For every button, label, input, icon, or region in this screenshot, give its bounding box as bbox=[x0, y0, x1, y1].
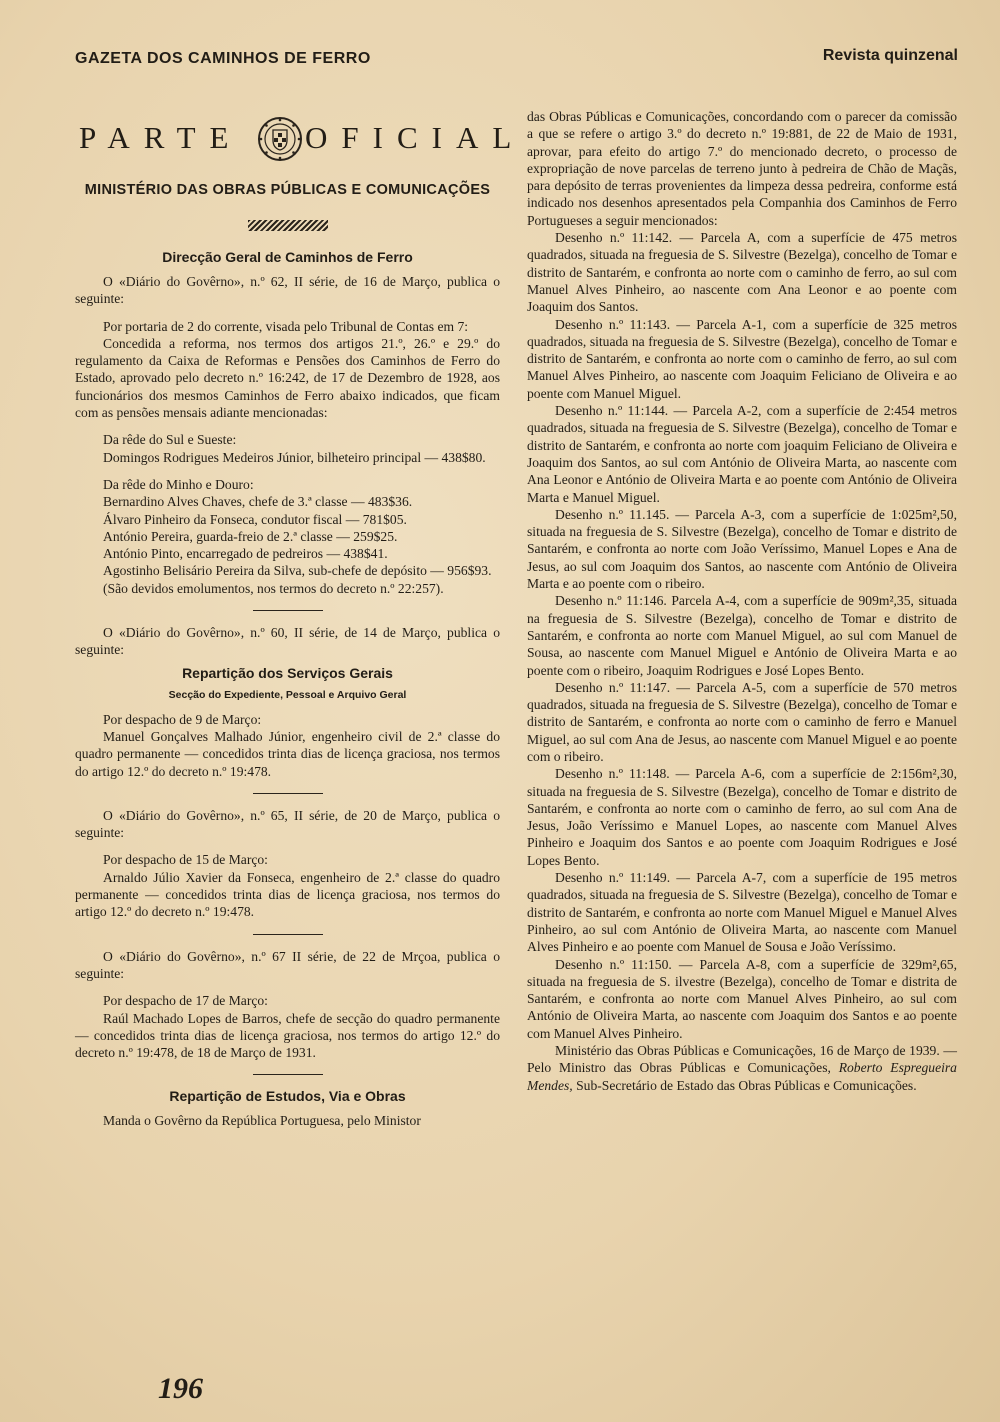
paragraph: Desenho n.º 11:143. — Parcela A-1, com a superfície de 325 metros quadrados, situada na freguesia de S. Silvestre (Bezelga), concelho de Tomar e distrito de Santarém, e confronta ao norte com o caminho de ferro, ao sul com Manuel Alves Pinheiro, ao nascente com Joaquim Feliciano de Oliveira e ao poente com Manuel Miguel. bbox=[527, 316, 957, 401]
divider bbox=[253, 793, 323, 794]
paragraph: Desenho n.º 11:148. — Parcela A-6, com a superfície de 2:156m²,30, situada na freguesia de S. Silvestre (Bezelga), concelho de Tomar e distrito de Santarém, e confronta ao norte com o caminho de ferro, ao sul com Ana de Jesus, João Veríssimo e Manuel Lopes, ao nascente com Manuel Alves Pinheiro e Joaquim dos Santos e ao poente com Joaquim Rodrigues e José Lopes Bento. bbox=[527, 766, 957, 868]
ministry-heading: MINISTÉRIO DAS OBRAS PÚBLICAS E COMUNICAÇÕES bbox=[84, 182, 491, 198]
journal-frequency: Revista quinzenal bbox=[822, 47, 958, 64]
paragraph: Manda o Govêrno da República Portuguesa, pelo Ministor bbox=[103, 1113, 421, 1129]
title-word-parte: PARTE bbox=[79, 120, 243, 155]
paragraph: das Obras Públicas e Comunicações, concordando com o parecer da comissão a que se refere o artigo 3.º do decreto n.º 19:881, de 22 de Maio de 1931, aprovar, para efeito do artigo 7.º do mencionado decreto, o processo de expropriação de nove parcelas de terreno junto à pedreira de Chão de Maçãs, para depósito de terras provenientes da limpeza dessa pedreira, conforme está indicado nos desenhos apresentados pela Companhia dos Caminhos de Ferro Portugueses a seguir mencionados: bbox=[527, 109, 957, 228]
paragraph: Manuel Gonçalves Malhado Júnior, engenheiro civil de 2.ª classe do quadro permanente — concedidos trinta dias de licença graciosa, nos termos do artigo 12.º do decreto n.º 19:478. bbox=[75, 728, 500, 779]
page-number: 196 bbox=[158, 1372, 203, 1405]
paragraph: Concedida a reforma, nos termos dos artigos 21.º, 26.º e 29.º do regulamento da Caixa de Reformas e Pensões dos Caminhos de Ferro do Estado, aprovado pelo decreto n.º 16:242, de 17 de Dezembro de 1928, aos funcionários dos mesmos Caminhos de Ferro abaixo indicados, que ficam com as pensões mensais adiante mencionadas: bbox=[75, 335, 500, 421]
paragraph: (São devidos emolumentos, nos termos do decreto n.º 22:257). bbox=[103, 580, 444, 596]
paragraph: Da rêde do Minho e Douro: bbox=[103, 476, 254, 492]
section-heading: Repartição de Estudos, Via e Obras bbox=[169, 1088, 406, 1105]
paragraph: António Pinto, encarregado de pedreiros — 438$41. bbox=[103, 546, 388, 562]
section-title bbox=[75, 108, 526, 190]
paragraph: Por despacho de 9 de Março: bbox=[103, 711, 262, 727]
divider bbox=[253, 1074, 323, 1075]
paragraph: Desenho n.º 11:149. — Parcela A-7, com a superfície de 195 metros quadrados, situada na freguesia de S. Silvestre (Bezelga), concelho de Tomar e distrito de Santarém, e confronta ao norte com Manuel Miguel e Manuel Alves Pinheiro, ao sul com António de Oliveira Marta, ao nascente com Manuel Alves Pinheiro e ao poente com Manuel de Sousa e João Veríssimo. bbox=[527, 870, 957, 955]
section-heading: Repartição dos Serviços Gerais bbox=[182, 664, 393, 681]
paragraph: Desenho n.º 11:146. Parcela A-4, com a superfície de 909m²,35, situada na freguesia de S. Silvestre (Bezelga), concelho de Tomar e distrito de Santarém, e confronta ao norte com Manuel Miguel, ao sul com Manuel de Sousa, ao nascente com Manuel Miguel e António de Oliveira Marta e ao poente com o ribeiro, Joaquim Rodrigues e José Lopes Bento. bbox=[527, 593, 957, 678]
paragraph: Desenho n.º 11:142. — Parcela A, com a superfície de 475 metros quadrados, situada na freguesia de S. Silvestre (Bezelga), concelho de Tomar e distrito de Santarém, e confronta ao norte com o caminho de ferro, ao sul com Manuel Alves Pinheiro, ao nascente com Ana Leonor e ao poente com Joaquim dos Santos. bbox=[527, 230, 957, 315]
title-word-oficial: OFICIAL bbox=[305, 120, 526, 155]
closing-paragraph bbox=[527, 1042, 957, 1094]
left-column bbox=[75, 108, 526, 1130]
paragraph: Domingos Rodrigues Medeiros Júnior, bilheteiro principal — 438$80. bbox=[103, 449, 486, 465]
paragraph: António Pereira, guarda-freio de 2.ª classe — 259$25. bbox=[103, 528, 398, 544]
signatory-name: Roberto Espregueira Mendes, bbox=[527, 1060, 957, 1093]
section-heading: Direcção Geral de Caminhos de Ferro bbox=[162, 249, 413, 265]
paragraph: Desenho n.º 11.145. — Parcela A-3, com a superfície de 1:025m²,50, situada na freguesia de S. Silvestre (Bezelga), concelho de Tomar e distrito de Santarém, e confronta ao norte com João Veríssimo, Manuel Lopes e Ana de Jesus, ao sul com Joaquim dos Santos, ao nascente com António de Oliveira Marta e ao poente com o ribeiro. bbox=[527, 506, 957, 592]
paragraph: Por despacho de 15 de Março: bbox=[103, 852, 268, 868]
journal-title: GAZETA DOS CAMINHOS DE FERRO bbox=[75, 50, 371, 67]
paragraph: Bernardino Alves Chaves, chefe de 3.ª classe — 483$36. bbox=[103, 494, 413, 510]
paragraph: Desenho n.º 11:150. — Parcela A-8, com a superfície de 329m²,65, situada na freguesia de S. ilvestre (Bezelga), concelho de Tomar e distrita de Santarém, e confronta ao norte com Manuel Alves Pinheiro, ao sul com António de Oliveira Marta, ao nascente com Joaquim dos Santos e ao poente com Manuel Alves Pinheiro. bbox=[527, 956, 957, 1041]
paragraph: Desenho n.º 11:144. — Parcela A-2, com a superfície de 2:454 metros quadrados, situada na freguesia de S. Silvestre (Bezelga), concelho de Tomar e distrito de Santarém, e confronta ao norte com joaquim Feliciano de Oliveira e Joaquim dos Santos, ao sul com António de Oliveira Marta, ao nascente com Ana Leonor e António de Oliveira Marta e ao poente com António de Oliveira Marta e Manuel Miguel. bbox=[527, 403, 957, 505]
divider bbox=[253, 934, 323, 935]
paragraph: O «Diário do Govêrno», n.º 65, II série, de 20 de Março, publica o seguinte: bbox=[75, 807, 500, 841]
coat-of-arms-icon bbox=[257, 116, 303, 162]
closing-text: Ministério das Obras Públicas e Comunicações, 16 de Março de 1939. — Pelo Ministro das Obras Públicas e Comunicações, bbox=[527, 1043, 957, 1076]
paragraph: Desenho n.º 11:147. — Parcela A-5, com a superfície de 570 metros quadrados, situada na freguesia de S. Silvestre (Bezelga), concelho de Tomar e distrito de Santarém, e confronta ao norte com o caminho de ferro e Manuel Miguel, ao sul com Ana de Jesus, ao nascente com Manuel Miguel e ao poente com o ribeiro. bbox=[527, 679, 957, 764]
paragraph: Da rêde do Sul e Sueste: bbox=[103, 432, 237, 448]
paragraph: O «Diário do Govêrno», n.º 67 II série, de 22 de Mrçoa, publica o seguinte: bbox=[75, 948, 500, 981]
subsection-heading: Secção do Expediente, Pessoal e Arquivo Geral bbox=[168, 688, 407, 701]
hatched-divider bbox=[248, 220, 328, 231]
closing-text-end: Sub-Secretário de Estado das Obras Públicas e Comunicações. bbox=[572, 1077, 917, 1093]
paragraph: Raúl Machado Lopes de Barros, chefe de secção do quadro permanente — concedidos trinta dias de licença graciosa, nos termos do artigo 12.º do decreto n.º 19:478, de 18 de Março de 1931. bbox=[75, 1010, 500, 1061]
right-column bbox=[527, 108, 957, 1094]
paragraph: Por despacho de 17 de Março: bbox=[103, 993, 268, 1009]
paragraph: O «Diário do Govêrno», n.º 60, II série, de 14 de Março, publica o seguinte: bbox=[75, 625, 500, 658]
paragraph: O «Diário do Govêrno», n.º 62, II série, de 16 de Março, publica o seguinte: bbox=[75, 274, 500, 307]
paragraph: Por portaria de 2 do corrente, visada pelo Tribunal de Contas em 7: bbox=[103, 318, 469, 334]
paragraph: Agostinho Belisário Pereira da Silva, sub-chefe de depósito — 956$93. bbox=[103, 563, 492, 579]
paragraph: Arnaldo Júlio Xavier da Fonseca, engenheiro de 2.ª classe do quadro permanente — concedidos trinta dias de licença graciosa, nos termos do artigo 12.º do decreto n.º 19:478. bbox=[75, 869, 500, 920]
paragraph: Álvaro Pinheiro da Fonseca, condutor fiscal — 781$05. bbox=[103, 511, 407, 527]
divider bbox=[253, 610, 323, 611]
